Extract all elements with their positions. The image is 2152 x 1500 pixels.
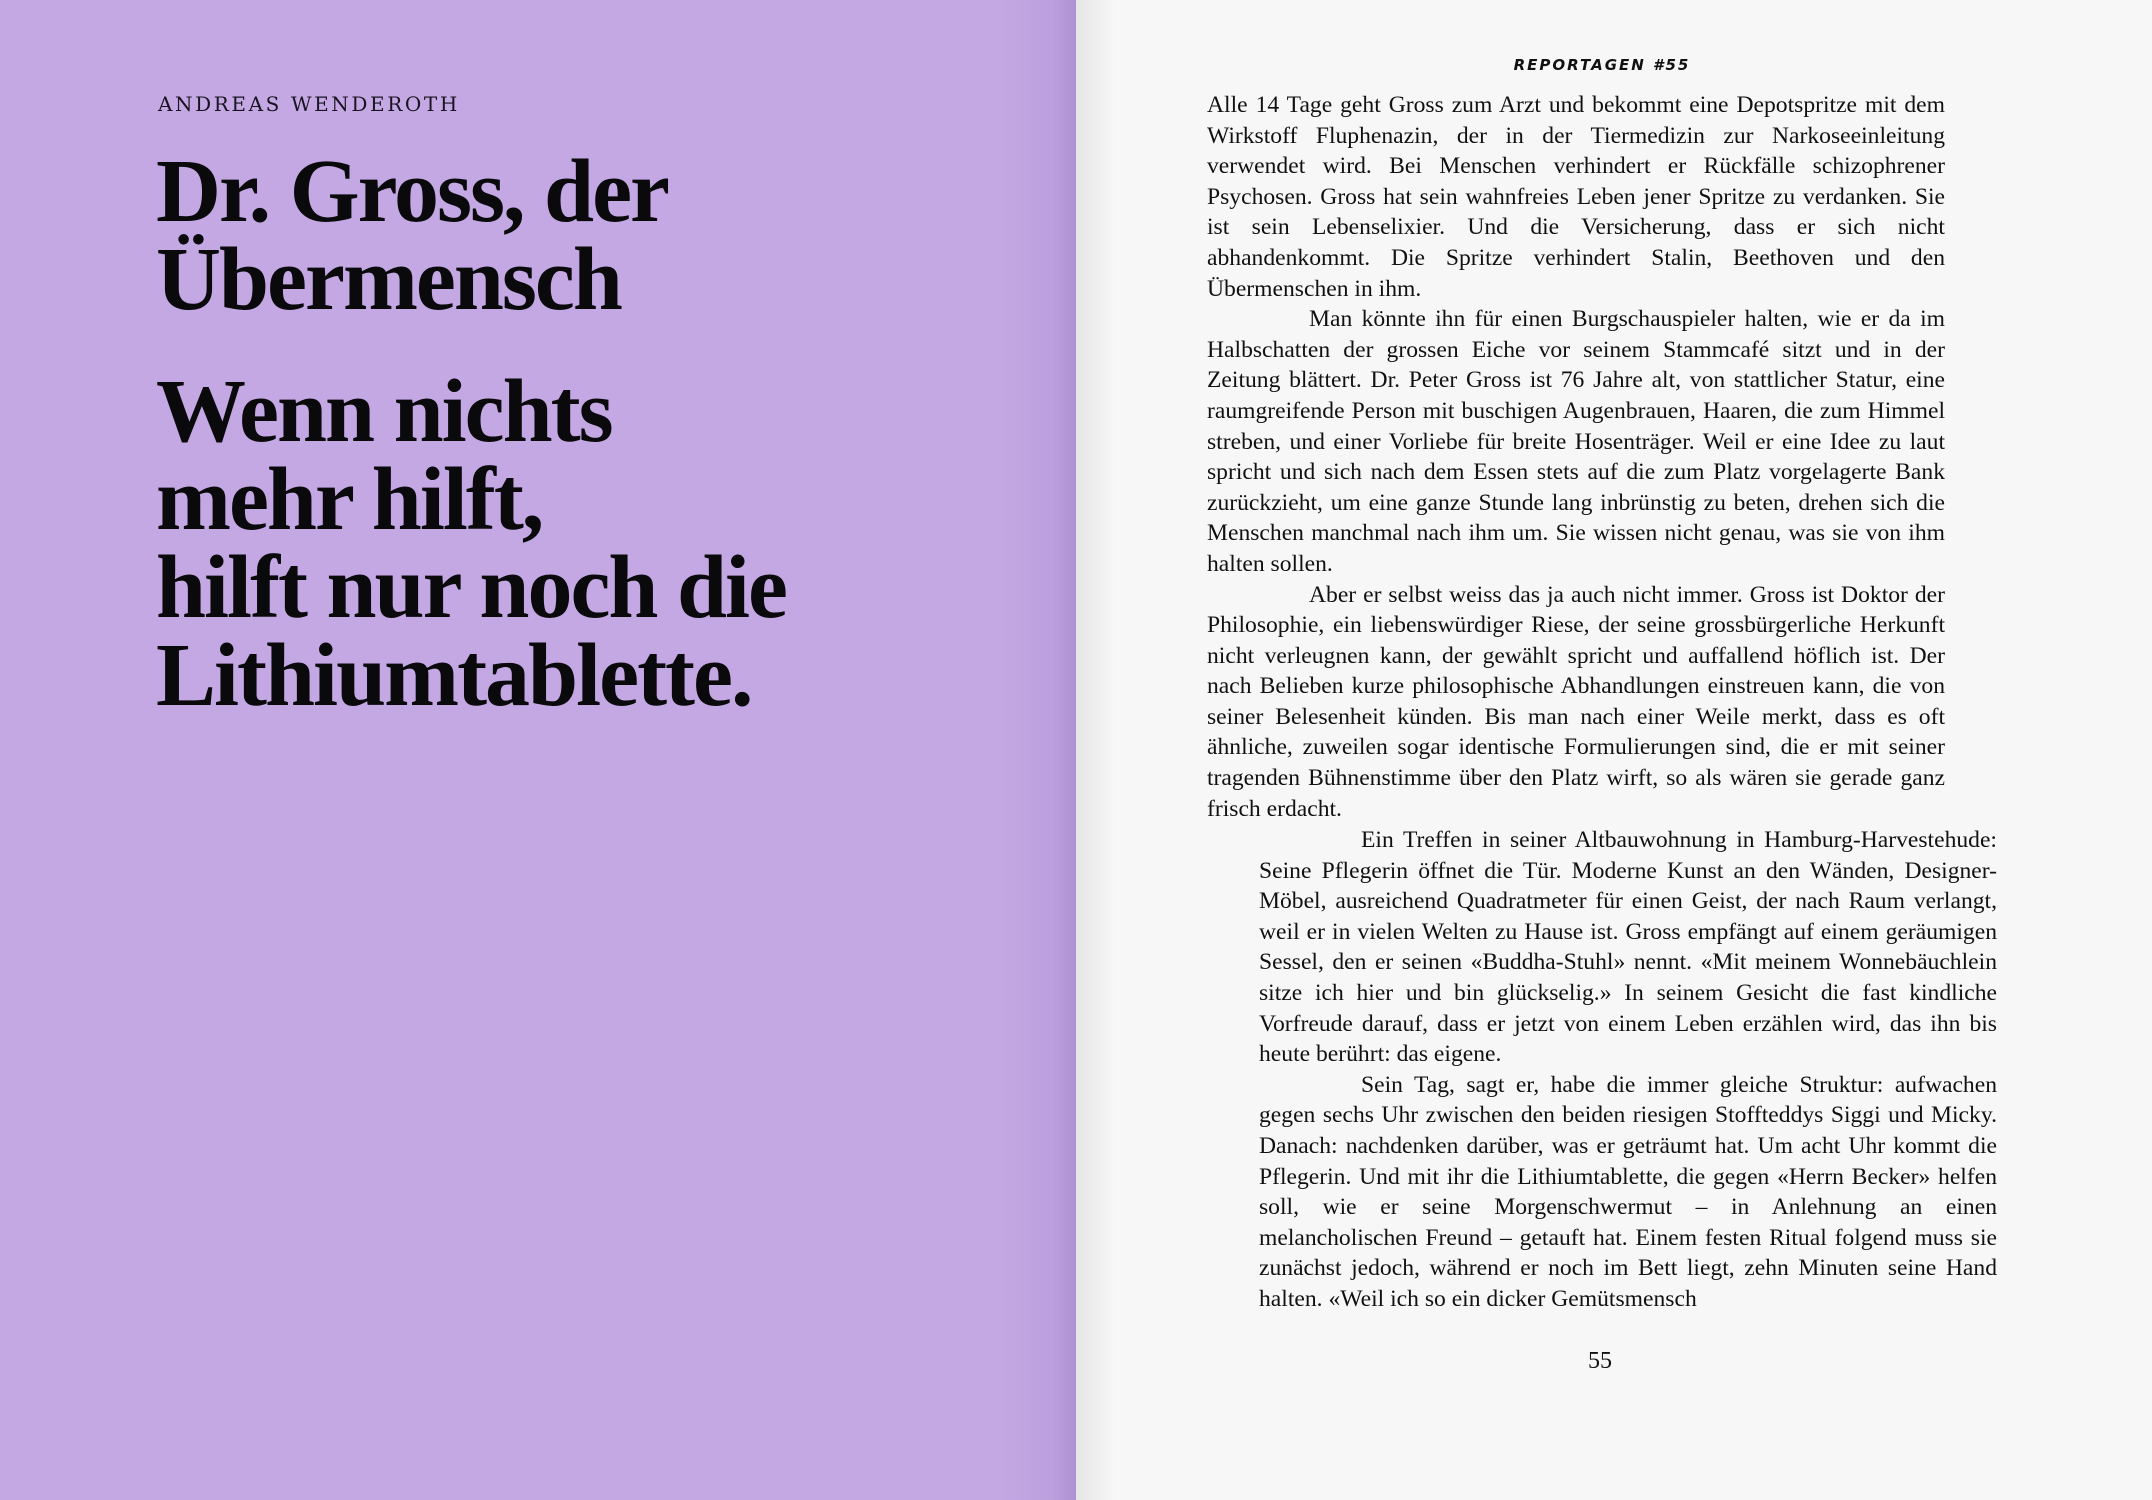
body-paragraph: Sein Tag, sagt er, habe die immer gleiche Struktur: aufwachen gegen sechs Uhr zwischen den beiden riesigen Stoffteddys Siggi und Micky. Danach: nachdenken darüber, was er geträumt hat. Um acht Uhr kommt die Pflegerin. Und mit ihr die Lithiumtablette, die gegen «Herrn Becker» helfen soll, wie er seine Morgenschwermut – in Anlehnung an einen melancholischen Freund – getauft hat. Einem festen Ritual folgend muss sie zunächst jedoch, während er noch im Bett liegt, zehn Minuten seine Hand halten. «Weil ich so ein dicker Gemütsmensch <box>1259 1071 1997 1312</box>
body-column-second <box>1259 825 1997 1315</box>
body-paragraph: Aber er selbst weiss das ja auch nicht immer. Gross ist Doktor der Philosophie, ein liebenswürdiger Riese, der seine grossbürgerliche Herkunft nicht verleugnen kann, der gewählt spricht und auffallend höflich ist. Der nach Belieben kurze philosophische Abhandlungen einstreuen kann, die von seiner Belesenheit künden. Bis man nach einer Weile merkt, dass es oft ähnliche, zuweilen sogar identische Formulierungen sind, die er mit seiner tragenden Bühnenstimme über den Platz wirft, so als wären sie gerade ganz frisch erdacht. <box>1207 581 1945 822</box>
subtitle-line: Wenn nichts <box>156 362 612 461</box>
running-head: REPORTAGEN #55 <box>1513 56 1691 74</box>
gutter-shadow <box>1000 0 1076 1500</box>
body-column-first <box>1207 90 1945 824</box>
article-title <box>156 142 1036 329</box>
article-subtitle <box>156 362 1056 725</box>
author-byline: ANDREAS WENDEROTH <box>158 92 460 116</box>
subtitle-line: Lithiumtablette. <box>156 626 752 725</box>
title-line: Dr. Gross, der <box>156 142 668 241</box>
subtitle-line: hilft nur noch die <box>156 538 786 637</box>
body-paragraph: Man könnte ihn für einen Burgschauspieler halten, wie er da im Halbschatten der grossen Eiche vor seinem Stammcafé sitzt und in der Zeitung blättert. Dr. Peter Gross ist 76 Jahre alt, von stattlicher Statur, eine raumgreifende Person mit buschigen Augenbrauen, Haaren, die zum Himmel streben, und einer Vorliebe für breite Hosenträger. Weil er eine Idee zu laut spricht und sich nach dem Essen stets auf die zum Platz vorgelagerte Bank zurückzieht, um eine ganze Stunde lang inbrünstig zu beten, drehen sich die Menschen manchmal nach ihm um. Sie wissen nicht genau, was sie von ihm halten sollen. <box>1207 306 1945 577</box>
subtitle-line: mehr hilft, <box>156 450 543 549</box>
title-line: Übermensch <box>156 230 621 329</box>
body-paragraph: Ein Treffen in seiner Altbauwohnung in Hamburg-Harvestehude: Seine Pflegerin öffnet die Tür. Moderne Kunst an den Wänden, Designer-Möbel, ausreichend Quadratmeter für einen Geist, der nach Raum verlangt, weil er in vielen Welten zu Hause ist. Gross empfängt auf einem geräumigen Sessel, den er seinen «Buddha-Stuhl» nennt. «Mit meinem Wonnebäuchlein sitze ich hier und bin glückselig.» In seinem Gesicht die fast kindliche Vorfreude darauf, dass er jetzt von einem Leben erzählen wird, das ihn bis heute berührt: das eigene. <box>1259 827 1997 1068</box>
page-number: 55 <box>1588 1348 1612 1374</box>
right-gutter-shadow <box>1076 0 1116 1500</box>
body-paragraph: Alle 14 Tage geht Gross zum Arzt und bekommt eine Depotspritze mit dem Wirkstoff Fluphenazin, der in der Tiermedizin zur Narkoseeinleitung verwendet wird. Bei Menschen verhindert er Rückfälle schizophrener Psychosen. Gross hat sein wahnfreies Leben jener Spritze zu verdanken. Sie ist sein Lebenselixier. Und die Versicherung, dass er sich nicht abhandenkommt. Die Spritze verhindert Stalin, Beethoven und den Übermenschen in ihm. <box>1207 92 1945 302</box>
